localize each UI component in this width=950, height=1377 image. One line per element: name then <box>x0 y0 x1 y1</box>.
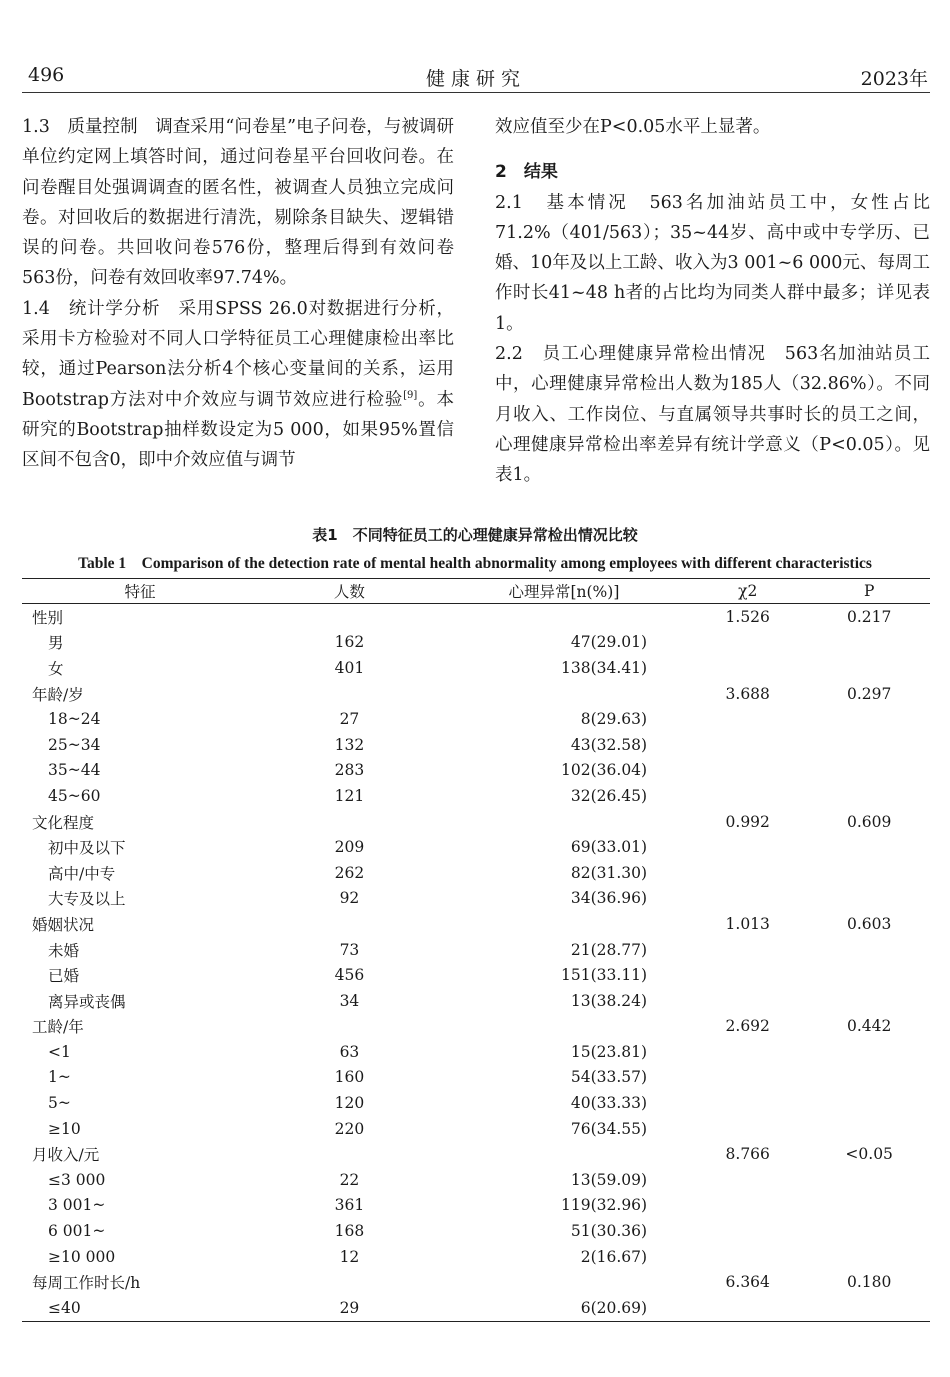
cell-chi-square: 1.526 <box>725 607 770 626</box>
header-count: 人数 <box>258 579 441 604</box>
cell-feature: 初中及以下 <box>48 839 126 858</box>
cell-p-value <box>808 1167 930 1193</box>
cell-feature: 5~ <box>48 1094 71 1113</box>
cell-count: 283 <box>334 761 365 780</box>
cell-p-value: 0.217 <box>846 607 892 626</box>
cell-count: 162 <box>334 633 365 652</box>
cell-chi-square: 8.766 <box>725 1145 770 1164</box>
cell-p-value <box>808 732 930 758</box>
cell-count: 29 <box>339 1298 360 1317</box>
cell-count: 209 <box>334 838 365 857</box>
cell-feature: 高中/中专 <box>48 864 116 883</box>
table-header-row <box>22 579 930 604</box>
cell-chi-square <box>687 962 808 988</box>
cell-feature: 45~60 <box>48 786 101 805</box>
cell-chi-square: 1.013 <box>725 914 770 933</box>
cell-chi-square <box>687 732 808 758</box>
cell-count: 120 <box>334 1094 365 1113</box>
cell-feature: 性别 <box>32 608 64 627</box>
cell-chi-square: 3.688 <box>725 684 770 703</box>
cell-abnormal <box>441 604 687 630</box>
cell-abnormal <box>441 809 687 835</box>
cell-p-value: 0.297 <box>846 684 892 703</box>
cell-abnormal: 2(16.67) <box>580 1247 648 1266</box>
table-row <box>22 758 930 784</box>
cell-abnormal: 34(36.96) <box>570 889 648 908</box>
cell-p-value: 0.180 <box>846 1273 892 1292</box>
table-body <box>22 604 930 1322</box>
cell-chi-square: 0.992 <box>725 812 770 831</box>
cell-abnormal: 82(31.30) <box>570 863 648 882</box>
cell-chi-square: 6.364 <box>725 1273 770 1292</box>
cell-p-value <box>808 886 930 912</box>
cell-count <box>258 604 441 630</box>
cell-count: 27 <box>339 710 360 729</box>
cell-p-value <box>808 1065 930 1091</box>
table-row <box>22 783 930 809</box>
table-row <box>22 1039 930 1065</box>
cell-feature: 文化程度 <box>32 813 95 832</box>
cell-chi-square: 2.692 <box>725 1017 770 1036</box>
cell-p-value: 0.442 <box>846 1017 892 1036</box>
publication-year: 2023年 <box>860 68 928 90</box>
section-1-4-text-a: 1.4 统计学分析 采用SPSS 26.0对数据进行分析，采用卡方检验对不同人口学特征员工心理健康检出率比较，通过Pearson法分析4个核心变量间的关系，运用Bootstrap方法对中介效应与调节效应进行检验 <box>22 298 454 410</box>
cell-p-value <box>808 1116 930 1142</box>
cell-p-value <box>808 783 930 809</box>
cell-chi-square <box>687 655 808 681</box>
table-row <box>22 962 930 988</box>
page-header <box>22 60 930 93</box>
cell-p-value <box>808 706 930 732</box>
table-row <box>22 988 930 1014</box>
cell-chi-square <box>687 1065 808 1091</box>
cell-abnormal <box>441 911 687 937</box>
table-row <box>22 834 930 860</box>
cell-p-value <box>808 834 930 860</box>
cell-p-value <box>808 1295 930 1321</box>
cell-abnormal: 138(34.41) <box>561 658 648 677</box>
cell-abnormal <box>441 1014 687 1040</box>
cell-abnormal: 21(28.77) <box>570 940 648 959</box>
cell-count: 92 <box>339 889 360 908</box>
cell-count: 73 <box>339 940 360 959</box>
cell-count: 63 <box>339 1042 360 1061</box>
table-row <box>22 937 930 963</box>
cell-count: 456 <box>334 966 365 985</box>
cell-feature: 离异或丧偶 <box>48 992 126 1011</box>
cell-count <box>258 809 441 835</box>
citation-ref: [9] <box>403 389 418 401</box>
cell-chi-square <box>687 988 808 1014</box>
cell-chi-square <box>687 1167 808 1193</box>
header-abnormal: 心理异常[n(%)] <box>441 579 687 604</box>
cell-chi-square <box>687 758 808 784</box>
cell-count <box>258 1014 441 1040</box>
table-row <box>22 604 930 630</box>
table-caption-cn: 表1 不同特征员工的心理健康异常检出情况比较 <box>312 526 638 544</box>
table-row <box>22 1014 930 1040</box>
header-feature: 特征 <box>22 579 258 604</box>
left-column <box>22 112 454 476</box>
cell-abnormal: 151(33.11) <box>561 966 648 985</box>
cell-chi-square <box>687 1090 808 1116</box>
table-row <box>22 860 930 886</box>
cell-p-value <box>808 1244 930 1270</box>
cell-p-value <box>808 758 930 784</box>
cell-abnormal: 6(20.69) <box>580 1298 648 1317</box>
cell-chi-square <box>687 1193 808 1219</box>
section-2-1-basic-info: 2.1 基本情况 563名加油站员工中，女性占比71.2%（401/563）；35~44岁、高中或中专学历、已婚、10年及以上工龄、收入为3 001~6 000元、每周工作时长41~48 h者的占比均为同类人群中最多；详见表1。 <box>495 192 930 334</box>
cell-count: 220 <box>334 1119 365 1138</box>
cell-chi-square <box>687 1116 808 1142</box>
cell-count: 168 <box>334 1222 365 1241</box>
cell-p-value <box>808 630 930 656</box>
cell-chi-square <box>687 834 808 860</box>
table-row <box>22 706 930 732</box>
cell-feature: 大专及以上 <box>48 890 126 909</box>
section-1-3-quality-control: 1.3 质量控制 调查采用“问卷星”电子问卷，与被调研单位约定网上填答时间，通过问卷星平台回收问卷。在问卷醒目处强调调查的匿名性，被调查人员独立完成问卷。对回收后的数据进行清洗，剔除条目缺失、逻辑错误的问卷。共回收问卷576份，整理后得到有效问卷563份，问卷有效回收率97.74%。 <box>22 117 454 289</box>
cell-p-value <box>808 655 930 681</box>
cell-chi-square <box>687 783 808 809</box>
cell-chi-square <box>687 886 808 912</box>
cell-chi-square <box>687 937 808 963</box>
table-row <box>22 1269 930 1295</box>
cell-abnormal: 54(33.57) <box>570 1068 648 1087</box>
table-row <box>22 1295 930 1321</box>
cell-abnormal <box>441 1141 687 1167</box>
cell-count <box>258 1269 441 1295</box>
cell-count: 22 <box>339 1170 360 1189</box>
continued-paragraph: 效应值至少在P<0.05水平上显著。 <box>495 117 771 137</box>
cell-p-value <box>808 1090 930 1116</box>
cell-abnormal: 76(34.55) <box>570 1119 648 1138</box>
cell-chi-square <box>687 1039 808 1065</box>
cell-feature: 18~24 <box>48 710 101 729</box>
cell-p-value <box>808 988 930 1014</box>
cell-feature: 1~ <box>48 1068 71 1087</box>
cell-feature: 每周工作时长/h <box>32 1274 141 1293</box>
cell-feature: ≤3 000 <box>48 1170 106 1189</box>
cell-feature: ≤40 <box>48 1298 81 1317</box>
cell-abnormal: 119(32.96) <box>561 1196 648 1215</box>
cell-chi-square <box>687 1218 808 1244</box>
cell-abnormal: 51(30.36) <box>570 1222 648 1241</box>
cell-feature: 女 <box>48 659 64 678</box>
table-row <box>22 1141 930 1167</box>
cell-count: 262 <box>334 863 365 882</box>
cell-abnormal: 40(33.33) <box>570 1094 648 1113</box>
cell-abnormal: 102(36.04) <box>561 761 648 780</box>
table-row <box>22 1167 930 1193</box>
cell-p-value: 0.609 <box>846 812 892 831</box>
cell-abnormal: 15(23.81) <box>570 1042 648 1061</box>
section-1-4-text-b: 。本研究的Bootstrap抽样数设定为5 000，如果95%置信区间不包含0，即中介效应值与调节 <box>22 389 454 471</box>
journal-title: 健康研究 <box>425 68 526 90</box>
cell-p-value: <0.05 <box>845 1145 893 1164</box>
cell-feature: 婚姻状况 <box>32 915 95 934</box>
cell-count: 132 <box>334 735 365 754</box>
cell-abnormal: 13(59.09) <box>570 1170 648 1189</box>
cell-count <box>258 1141 441 1167</box>
section-1-4-statistics <box>22 294 454 476</box>
cell-feature: 35~44 <box>48 761 101 780</box>
cell-abnormal <box>441 1269 687 1295</box>
table-row <box>22 1090 930 1116</box>
cell-p-value <box>808 1218 930 1244</box>
cell-abnormal: 32(26.45) <box>570 786 648 805</box>
cell-count: 121 <box>334 786 365 805</box>
table-1 <box>22 578 930 1322</box>
cell-abnormal: 8(29.63) <box>580 710 648 729</box>
table-row <box>22 1065 930 1091</box>
table-row <box>22 655 930 681</box>
table-row <box>22 911 930 937</box>
table-caption-en: Table 1 Comparison of the detection rate of mental health abnormality among employees with different characteristics <box>78 555 872 572</box>
table-row <box>22 630 930 656</box>
cell-feature: 未婚 <box>48 941 80 960</box>
table-row <box>22 732 930 758</box>
cell-feature: 工龄/年 <box>32 1018 84 1037</box>
cell-abnormal: 43(32.58) <box>570 735 648 754</box>
cell-chi-square <box>687 1244 808 1270</box>
cell-chi-square <box>687 630 808 656</box>
cell-feature: 已婚 <box>48 967 80 986</box>
table-row <box>22 1116 930 1142</box>
cell-feature: 男 <box>48 634 64 653</box>
cell-count: 361 <box>334 1196 365 1215</box>
cell-count: 34 <box>339 991 360 1010</box>
cell-p-value <box>808 937 930 963</box>
table-row <box>22 681 930 707</box>
cell-p-value: 0.603 <box>846 914 892 933</box>
header-chi-square: χ2 <box>687 579 808 604</box>
table-row <box>22 1218 930 1244</box>
cell-feature: 6 001~ <box>48 1222 106 1241</box>
header-p-value: P <box>808 579 930 604</box>
right-column <box>495 112 930 491</box>
cell-p-value <box>808 1193 930 1219</box>
cell-feature: <1 <box>48 1042 71 1061</box>
cell-abnormal: 47(29.01) <box>570 633 648 652</box>
cell-abnormal <box>441 681 687 707</box>
cell-count: 160 <box>334 1068 365 1087</box>
cell-feature: 年龄/岁 <box>32 685 84 704</box>
cell-chi-square <box>687 860 808 886</box>
cell-count: 401 <box>334 658 365 677</box>
cell-p-value <box>808 860 930 886</box>
cell-feature: 3 001~ <box>48 1196 106 1215</box>
cell-p-value <box>808 962 930 988</box>
cell-chi-square <box>687 1295 808 1321</box>
cell-count <box>258 911 441 937</box>
section-2-2-detection: 2.2 员工心理健康异常检出情况 563名加油站员工中，心理健康异常检出人数为185人（32.86%）。不同月收入、工作岗位、与直属领导共事时长的员工之间，心理健康异常检出率差异有统计学意义（P<0.05）。见表1。 <box>495 344 930 486</box>
cell-chi-square <box>687 706 808 732</box>
cell-feature: ≥10 <box>48 1119 81 1138</box>
cell-abnormal: 69(33.01) <box>570 838 648 857</box>
cell-abnormal: 13(38.24) <box>570 991 648 1010</box>
cell-feature: 25~34 <box>48 735 101 754</box>
cell-p-value <box>808 1039 930 1065</box>
cell-feature: ≥10 000 <box>48 1247 116 1266</box>
section-2-heading: 2 结果 <box>495 162 558 183</box>
table-row <box>22 886 930 912</box>
cell-count <box>258 681 441 707</box>
table-row <box>22 1193 930 1219</box>
table-row <box>22 809 930 835</box>
table-row <box>22 1244 930 1270</box>
cell-feature: 月收入/元 <box>32 1146 100 1165</box>
cell-count: 12 <box>339 1247 360 1266</box>
page-number: 496 <box>28 64 65 86</box>
